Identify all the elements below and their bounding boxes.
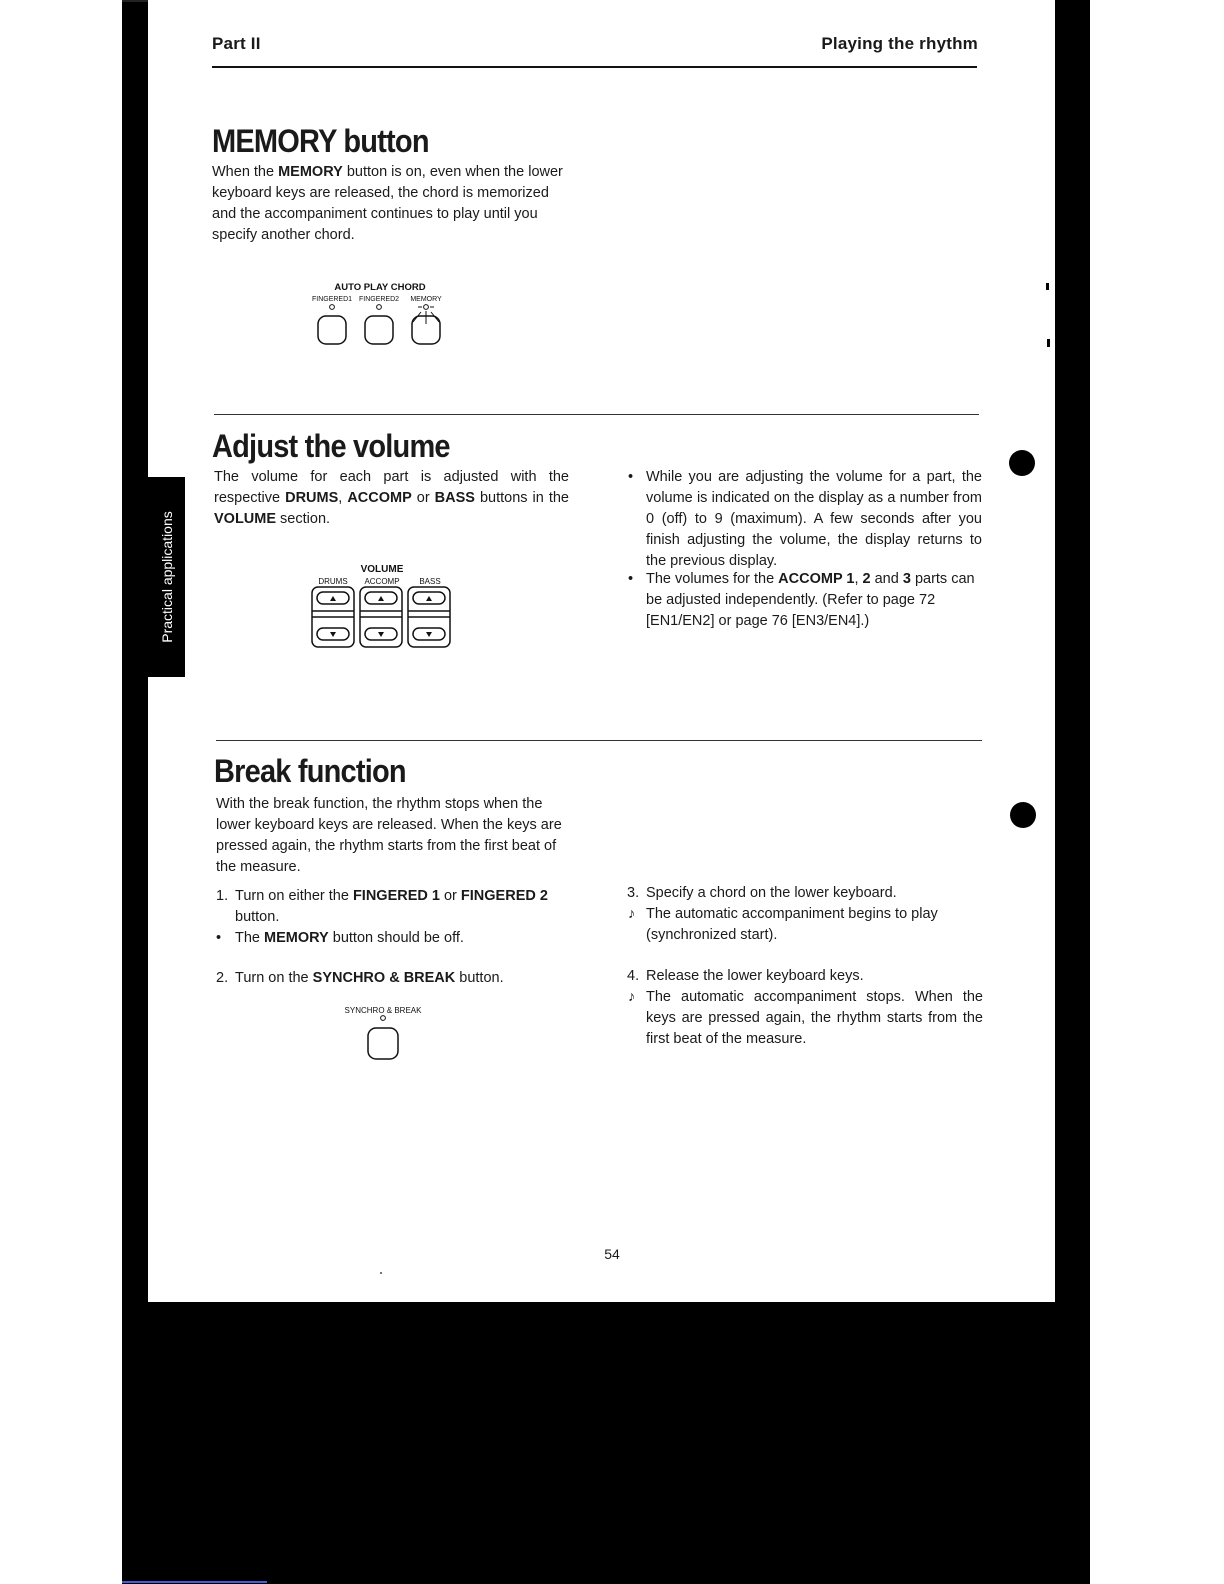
step-2-number: 2. [216, 970, 229, 986]
step-1-number: 1. [216, 888, 229, 904]
volume-figure [308, 560, 458, 652]
bullet-icon: • [628, 571, 634, 587]
result-note-icon: ♪ [628, 906, 636, 922]
scan-speck [380, 1272, 382, 1274]
accomp-label: ACCOMP [364, 577, 400, 586]
memory-title: MEMORY button [212, 124, 429, 160]
memory-label: MEMORY [410, 296, 442, 303]
volume-bullet-1: While you are adjusting the volume for a part, the volume is indicated on the display as a number from 0 (off) to 9 (maximum). A few seconds after you finish adjusting the volume, the display returns to the previous display. [646, 469, 982, 569]
scan-margin [0, 0, 122, 1584]
volume-bullet-2: The volumes for the ACCOMP 1, 2 and 3 parts can be adjusted independently. (Refer to page 72 [EN1/EN2] or page 76 [EN3/EN4].) [646, 571, 975, 629]
fingered1-button-icon [318, 316, 346, 344]
fingered2-led-icon [377, 305, 382, 310]
fingered1-led-icon [330, 305, 335, 310]
volume-paragraph: The volume for each part is adjusted with the respective DRUMS, ACCOMP or BASS buttons in the VOLUME section. [214, 469, 569, 527]
scan-artifact-line [122, 1581, 267, 1583]
memory-led-icon [424, 305, 429, 310]
edge-mark [1047, 339, 1050, 347]
synchro-break-label: SYNCHRO & BREAK [344, 1006, 422, 1015]
binder-hole-icon [1010, 802, 1036, 828]
accomp-up-arrow-icon [378, 596, 384, 601]
step-3: Specify a chord on the lower keyboard. [646, 885, 897, 901]
accomp-down-arrow-icon [378, 632, 384, 637]
header-chapter: Playing the rhythm [821, 34, 978, 53]
header-part: Part II [212, 34, 261, 53]
header-rule [212, 66, 977, 68]
memory-paragraph: When the MEMORY button is on, even when the lower keyboard keys are released, the chord is memorized and the accompaniment continues to play until you specify another chord. [212, 164, 563, 243]
bullet-icon: • [628, 469, 634, 485]
edge-mark [1046, 283, 1049, 290]
binder-hole-icon [1009, 450, 1035, 476]
step-4-number: 4. [627, 968, 640, 984]
side-tab-label: Practical applications [158, 511, 175, 643]
break-title: Break function [214, 754, 406, 790]
step-1: Turn on either the FINGERED 1 or FINGERED 2 button. [235, 888, 548, 925]
volume-heading: VOLUME [360, 564, 404, 575]
step-3-result: The automatic accompaniment begins to play (synchronized start). [646, 906, 938, 943]
step-1-note: The MEMORY button should be off. [235, 930, 464, 946]
volume-title: Adjust the volume [212, 429, 450, 465]
result-note-icon: ♪ [628, 989, 636, 1005]
side-tab [148, 477, 185, 677]
auto-play-chord-heading: AUTO PLAY CHORD [334, 282, 426, 293]
drums-up-arrow-icon [330, 596, 336, 601]
break-intro: With the break function, the rhythm stops when the lower keyboard keys are released. When the keys are pressed again, the rhythm starts from the first beat of the measure. [216, 796, 562, 875]
synchro-break-figure [332, 1000, 432, 1066]
section-rule-break [216, 740, 982, 741]
bass-down-arrow-icon [426, 632, 432, 637]
drums-label: DRUMS [318, 577, 348, 586]
synchro-break-led-icon [381, 1016, 386, 1021]
step-2: Turn on the SYNCHRO & BREAK button. [235, 970, 504, 986]
fingered1-label: FINGERED1 [311, 296, 353, 303]
drums-down-arrow-icon [330, 632, 336, 637]
section-rule-volume [214, 414, 979, 415]
bass-up-arrow-icon [426, 596, 432, 601]
step-4: Release the lower keyboard keys. [646, 968, 864, 984]
bullet-icon: • [216, 930, 222, 946]
step-4-result: The automatic accompaniment stops. When the keys are pressed again, the rhythm starts from the first beat of the measure. [646, 989, 983, 1047]
auto-play-chord-figure [300, 280, 460, 348]
fingered2-label: FINGERED2 [358, 296, 400, 303]
step-3-number: 3. [627, 885, 640, 901]
bass-label: BASS [419, 577, 441, 586]
page-number: 54 [604, 1246, 620, 1262]
synchro-break-button-icon [368, 1028, 398, 1059]
fingered2-button-icon [365, 316, 393, 344]
